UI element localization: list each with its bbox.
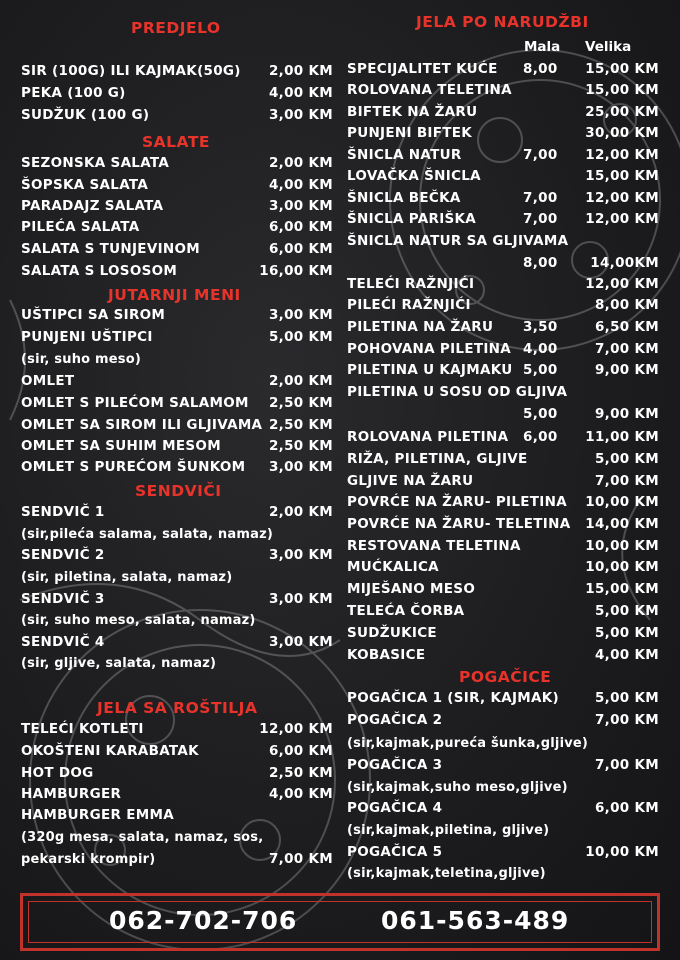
item-price-small: 6,00 bbox=[523, 429, 558, 445]
item-price: 11,00 KM bbox=[585, 429, 659, 445]
section-heading-jutarnji: JUTARNJI MENI bbox=[108, 286, 241, 304]
menu-item bbox=[347, 581, 659, 603]
item-name: POGAČICA 3 bbox=[347, 757, 443, 773]
item-price: 15,00 KM bbox=[585, 61, 659, 77]
item-description: (sir, gljive, salata, namaz) bbox=[21, 656, 217, 671]
item-price: 7,00 KM bbox=[594, 757, 659, 773]
item-name: OMLET S PILEĆOM SALAMOM bbox=[21, 395, 249, 411]
menu-item bbox=[347, 82, 659, 104]
item-price: 6,00 KM bbox=[268, 219, 333, 235]
menu-item bbox=[347, 800, 659, 822]
section-heading-pogacice: POGAČICE bbox=[459, 668, 552, 686]
item-price-small: 5,00 bbox=[523, 406, 558, 422]
item-name: BIFTEK NA ŽARU bbox=[347, 104, 478, 120]
item-price: 2,50 KM bbox=[268, 765, 333, 781]
item-name: OMLET SA SUHIM MESOM bbox=[21, 438, 221, 454]
item-name: PARADAJZ SALATA bbox=[21, 198, 164, 214]
item-price: 5,00 KM bbox=[594, 625, 659, 641]
item-price: 6,50 KM bbox=[594, 319, 659, 335]
item-price: 7,00 KM bbox=[594, 473, 659, 489]
item-price: 14,00 KM bbox=[585, 516, 659, 532]
menu-item bbox=[347, 104, 659, 126]
item-price: 4,00 KM bbox=[268, 177, 333, 193]
phone-number-1[interactable]: 062-702-706 bbox=[109, 906, 298, 935]
menu-item bbox=[21, 743, 333, 765]
item-name: ŠNICLA NATUR SA GLJIVAMA bbox=[347, 233, 569, 249]
menu-item-note bbox=[21, 829, 333, 851]
menu-item bbox=[347, 451, 659, 473]
menu-item bbox=[347, 690, 659, 712]
item-name: PILETINA NA ŽARU bbox=[347, 319, 494, 335]
item-name: LOVAČKA ŠNICLA bbox=[347, 168, 481, 184]
item-price: 15,00 KM bbox=[585, 82, 659, 98]
item-price: 9,00 KM bbox=[594, 406, 659, 422]
menu-item-note bbox=[347, 865, 659, 887]
menu-item-note bbox=[347, 822, 659, 844]
menu-item-note bbox=[21, 526, 333, 548]
menu-item bbox=[21, 395, 333, 417]
item-price: 7,00 KM bbox=[594, 341, 659, 357]
item-price: 9,00 KM bbox=[594, 362, 659, 378]
item-name: SALATA S TUNJEVINOM bbox=[21, 241, 200, 257]
item-name: ŠNICLA BEČKA bbox=[347, 190, 461, 206]
menu-item bbox=[347, 844, 659, 866]
column-header-large: Velika bbox=[585, 39, 632, 55]
menu-item bbox=[21, 263, 333, 285]
menu-item bbox=[347, 255, 659, 277]
item-name: TELEĆA ČORBA bbox=[347, 603, 465, 619]
item-description: (sir, piletina, salata, namaz) bbox=[21, 570, 233, 585]
menu-item bbox=[347, 473, 659, 495]
item-price: 4,00 KM bbox=[268, 85, 333, 101]
item-name: PILETINA U SOSU OD GLJIVA bbox=[347, 384, 568, 400]
item-price-small: 8,00 bbox=[523, 61, 558, 77]
menu-item bbox=[347, 712, 659, 734]
item-price: 3,00 KM bbox=[268, 198, 333, 214]
item-price: 4,00 KM bbox=[594, 647, 659, 663]
menu-item bbox=[21, 459, 333, 481]
item-name: OKOŠTENI KARABATAK bbox=[21, 743, 199, 759]
item-name: ROLOVANA TELETINA bbox=[347, 82, 512, 98]
item-price: 2,00 KM bbox=[268, 63, 333, 79]
menu-item bbox=[21, 373, 333, 395]
item-name: POGAČICA 5 bbox=[347, 844, 443, 860]
item-name: POGAČICA 1 (SIR, KAJMAK) bbox=[347, 690, 560, 706]
menu-item bbox=[21, 241, 333, 263]
menu-item bbox=[347, 429, 659, 451]
item-description: (sir,kajmak,pureća šunka,gljive) bbox=[347, 736, 589, 751]
menu-item bbox=[21, 807, 333, 829]
item-name: RESTOVANA TELETINA bbox=[347, 538, 521, 554]
menu-item bbox=[21, 219, 333, 241]
menu-item-note bbox=[21, 851, 333, 873]
menu-item bbox=[347, 538, 659, 560]
item-price-small: 7,00 bbox=[523, 190, 558, 206]
menu-item bbox=[347, 168, 659, 190]
item-name: SENDVIČ 4 bbox=[21, 634, 105, 650]
item-name: UŠTIPCI SA SIROM bbox=[21, 307, 166, 323]
menu-item bbox=[21, 107, 333, 129]
item-name: PILETINA U KAJMAKU bbox=[347, 362, 513, 378]
menu-item bbox=[347, 211, 659, 233]
item-price: 12,00 KM bbox=[585, 276, 659, 292]
item-price: 12,00 KM bbox=[585, 190, 659, 206]
item-price: 3,00 KM bbox=[268, 634, 333, 650]
item-name: ROLOVANA PILETINA bbox=[347, 429, 509, 445]
item-price: 2,00 KM bbox=[268, 504, 333, 520]
item-price-small: 7,00 bbox=[523, 147, 558, 163]
menu-item bbox=[347, 276, 659, 298]
item-price: 3,00 KM bbox=[268, 107, 333, 123]
menu-item-note bbox=[21, 569, 333, 591]
item-price: 14,00KM bbox=[590, 255, 659, 271]
menu-item-note bbox=[21, 612, 333, 634]
menu-item bbox=[21, 591, 333, 613]
menu-item bbox=[21, 547, 333, 569]
menu-item bbox=[347, 125, 659, 147]
phone-box bbox=[20, 893, 660, 951]
item-price: 2,50 KM bbox=[268, 395, 333, 411]
menu-item bbox=[347, 147, 659, 169]
item-price: 10,00 KM bbox=[585, 559, 659, 575]
item-name: PILEĆI RAŽNJIĆI bbox=[347, 297, 471, 313]
menu-item bbox=[347, 384, 659, 406]
item-name: TELEĆI KOTLETI bbox=[21, 721, 144, 737]
item-name: SUDŽUK (100 G) bbox=[21, 107, 150, 123]
item-name: POHOVANA PILETINA bbox=[347, 341, 512, 357]
item-name: SIR (100G) ILI KAJMAK(50G) bbox=[21, 63, 241, 79]
item-description: (sir,kajmak,piletina, gljive) bbox=[347, 823, 550, 838]
item-price: 8,00 KM bbox=[594, 297, 659, 313]
menu-item bbox=[347, 494, 659, 516]
item-name: POVRĆE NA ŽARU- PILETINA bbox=[347, 494, 567, 510]
item-name: HAMBURGER EMMA bbox=[21, 807, 174, 823]
menu-item bbox=[347, 362, 659, 384]
menu-item bbox=[21, 307, 333, 329]
menu-item bbox=[347, 341, 659, 363]
menu-item bbox=[347, 625, 659, 647]
menu-item-note bbox=[347, 779, 659, 801]
item-price: 5,00 KM bbox=[594, 451, 659, 467]
menu-item-note bbox=[21, 351, 333, 373]
menu-item bbox=[21, 634, 333, 656]
item-price-small: 3,50 bbox=[523, 319, 558, 335]
item-price: 2,00 KM bbox=[268, 373, 333, 389]
item-name: PEKA (100 G) bbox=[21, 85, 126, 101]
menu-item bbox=[347, 319, 659, 341]
item-name: SUDŽUKICE bbox=[347, 625, 437, 641]
item-price: 3,00 KM bbox=[268, 591, 333, 607]
section-heading-narudzbi: JELA PO NARUDŽBI bbox=[416, 13, 589, 31]
item-price: 15,00 KM bbox=[585, 168, 659, 184]
item-price: 6,00 KM bbox=[268, 241, 333, 257]
menu-item bbox=[21, 438, 333, 460]
item-price: 5,00 KM bbox=[594, 603, 659, 619]
item-price: 2,50 KM bbox=[268, 417, 333, 433]
section-heading-sendvici: SENDVIČI bbox=[135, 482, 222, 500]
menu-item bbox=[347, 516, 659, 538]
item-name: SEZONSKA SALATA bbox=[21, 155, 170, 171]
item-name: OMLET S PUREĆOM ŠUNKOM bbox=[21, 459, 246, 475]
phone-number-2[interactable]: 061-563-489 bbox=[381, 906, 570, 935]
item-price: 10,00 KM bbox=[585, 538, 659, 554]
item-name: PUNJENI UŠTIPCI bbox=[21, 329, 153, 345]
item-price: 6,00 KM bbox=[268, 743, 333, 759]
item-name: POGAČICA 2 bbox=[347, 712, 443, 728]
menu-item bbox=[21, 63, 333, 85]
item-description: (sir, suho meso, salata, namaz) bbox=[21, 613, 256, 628]
item-price: 3,00 KM bbox=[268, 459, 333, 475]
menu-item bbox=[21, 155, 333, 177]
item-description: (sir,kajmak,teletina,gljive) bbox=[347, 866, 546, 881]
item-name: SPECIJALITET KUĆE bbox=[347, 61, 498, 77]
section-heading-salate: SALATE bbox=[142, 133, 210, 151]
menu-item bbox=[347, 603, 659, 625]
menu-item bbox=[347, 406, 659, 428]
menu-item-note bbox=[347, 735, 659, 757]
menu-item bbox=[21, 721, 333, 743]
menu-item bbox=[21, 177, 333, 199]
item-name: HOT DOG bbox=[21, 765, 94, 781]
item-price: 15,00 KM bbox=[585, 581, 659, 597]
menu-item bbox=[347, 233, 659, 255]
menu-item bbox=[347, 647, 659, 669]
menu-item bbox=[347, 61, 659, 83]
menu-item bbox=[21, 786, 333, 808]
menu-item bbox=[347, 559, 659, 581]
item-price: 5,00 KM bbox=[594, 690, 659, 706]
item-price: 25,00 KM bbox=[585, 104, 659, 120]
menu-item bbox=[347, 297, 659, 319]
item-name: MUĆKALICA bbox=[347, 559, 439, 575]
item-description: (sir, suho meso) bbox=[21, 352, 141, 367]
menu-item bbox=[347, 190, 659, 212]
item-description: pekarski krompir) bbox=[21, 852, 156, 867]
item-price: 10,00 KM bbox=[585, 494, 659, 510]
item-price-small: 8,00 bbox=[523, 255, 558, 271]
item-name: ŠNICLA NATUR bbox=[347, 147, 462, 163]
menu-item bbox=[21, 504, 333, 526]
item-price-small: 4,00 bbox=[523, 341, 558, 357]
item-name: ŠOPSKA SALATA bbox=[21, 177, 149, 193]
item-price: 3,00 KM bbox=[268, 547, 333, 563]
menu-item bbox=[21, 198, 333, 220]
item-price: 12,00 KM bbox=[259, 721, 333, 737]
menu-item-note bbox=[21, 655, 333, 677]
section-heading-rostilj: JELA SA ROŠTILJA bbox=[97, 699, 258, 717]
menu-item bbox=[21, 417, 333, 439]
item-name: POVRĆE NA ŽARU- TELETINA bbox=[347, 516, 571, 532]
column-header-small: Mala bbox=[524, 39, 561, 55]
item-description: (sir,kajmak,suho meso,gljive) bbox=[347, 780, 568, 795]
item-name: KOBASICE bbox=[347, 647, 426, 663]
item-name: MIJEŠANO MESO bbox=[347, 581, 476, 597]
item-name: HAMBURGER bbox=[21, 786, 122, 802]
item-price: 7,00 KM bbox=[268, 851, 333, 867]
item-name: SENDVIČ 3 bbox=[21, 591, 105, 607]
item-name: OMLET bbox=[21, 373, 75, 389]
item-price: 6,00 KM bbox=[594, 800, 659, 816]
item-price: 12,00 KM bbox=[585, 147, 659, 163]
item-name: RIŽA, PILETINA, GLJIVE bbox=[347, 451, 528, 467]
item-price: 16,00 KM bbox=[259, 263, 333, 279]
item-price: 10,00 KM bbox=[585, 844, 659, 860]
item-name: POGAČICA 4 bbox=[347, 800, 443, 816]
item-price: 4,00 KM bbox=[268, 786, 333, 802]
menu-item bbox=[21, 329, 333, 351]
item-price-small: 5,00 bbox=[523, 362, 558, 378]
item-price-small: 7,00 bbox=[523, 211, 558, 227]
menu-item bbox=[21, 85, 333, 107]
item-price: 30,00 KM bbox=[585, 125, 659, 141]
item-name: PUNJENI BIFTEK bbox=[347, 125, 473, 141]
item-name: SENDVIČ 2 bbox=[21, 547, 105, 563]
item-price: 3,00 KM bbox=[268, 307, 333, 323]
item-description: (320g mesa, salata, namaz, sos, bbox=[21, 830, 264, 845]
menu-item bbox=[21, 765, 333, 787]
item-price: 5,00 KM bbox=[268, 329, 333, 345]
section-heading-predjelo: PREDJELO bbox=[131, 19, 221, 37]
menu-item bbox=[347, 757, 659, 779]
item-price: 7,00 KM bbox=[594, 712, 659, 728]
item-name: OMLET SA SIROM ILI GLJIVAMA bbox=[21, 417, 263, 433]
item-name: SALATA S LOSOSOM bbox=[21, 263, 178, 279]
item-price: 2,50 KM bbox=[268, 438, 333, 454]
item-price: 12,00 KM bbox=[585, 211, 659, 227]
item-description: (sir,pileća salama, salata, namaz) bbox=[21, 527, 273, 542]
item-name: SENDVIČ 1 bbox=[21, 504, 105, 520]
item-price: 2,00 KM bbox=[268, 155, 333, 171]
item-name: PILEĆA SALATA bbox=[21, 219, 140, 235]
item-name: GLJIVE NA ŽARU bbox=[347, 473, 474, 489]
item-name: TELEĆI RAŽNJIĆI bbox=[347, 276, 475, 292]
item-name: ŠNICLA PARIŠKA bbox=[347, 211, 477, 227]
